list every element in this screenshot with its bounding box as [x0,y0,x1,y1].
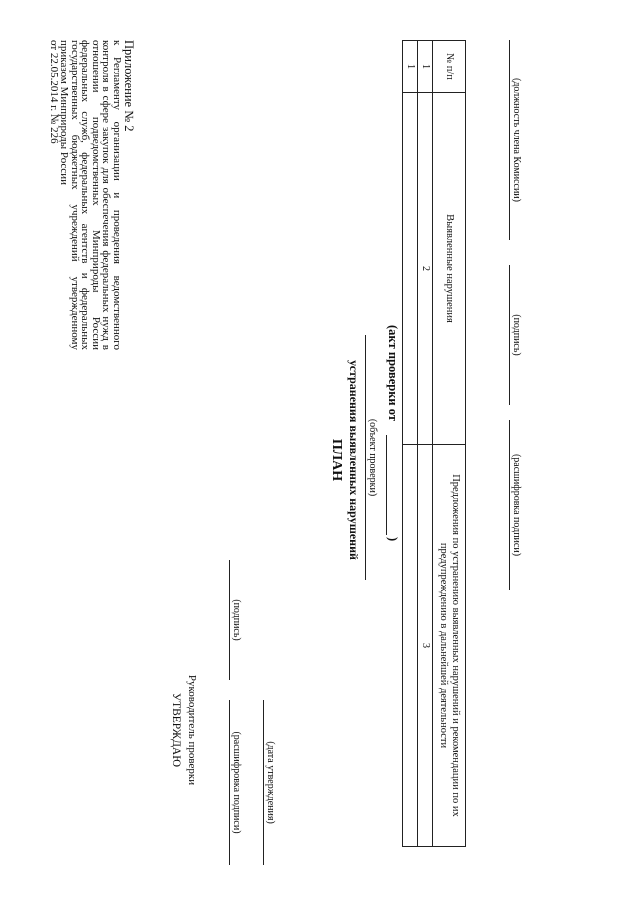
table-cell [403,93,418,445]
approval-signature-caption: (подпись) [231,599,242,641]
footer-name-line [509,420,510,590]
footer-name-caption: (расшифровка подписи) [511,453,522,557]
approval-role: Руководитель проверки [186,674,198,786]
table-header-row [433,41,466,847]
table-row [403,41,418,847]
violations-table [402,40,466,847]
annex-title: Приложение № 2 [122,40,136,132]
act-label: (акт проверки от [386,325,400,421]
table-number-row [418,41,433,847]
approval-date-caption: (дата утверждения) [265,741,276,824]
act-date-line [386,435,387,535]
position-line [509,40,510,240]
approval-date-line [263,700,264,865]
column-number: 3 [418,445,433,847]
header-proposals: Предложения по устранению выявленных нарушений и рекомендации по их предупреждению в дальнейшей деятельности [433,445,466,847]
act-suffix: ) [386,537,400,542]
table-cell: 1 [403,41,418,93]
plan-title: ПЛАН [329,438,344,482]
column-number: 2 [418,93,433,445]
position-caption: (должность члена Комиссии) [511,78,522,202]
approval-name-caption: (расшифровка подписи) [231,731,242,834]
header-number: № п/п [433,41,466,93]
object-line [365,335,366,580]
table-cell [403,445,418,847]
approval-name-line [229,700,230,865]
footer-signature-caption: (подпись) [511,314,522,356]
approval-signature-line [229,560,230,680]
object-caption: (объект проверки) [367,418,378,497]
annex-date-line: от 22.05.2014 г. № 226 [48,40,60,144]
approval-title: УТВЕРЖДАЮ [170,692,182,768]
annex-body: к Регламенту организации и проведения ведомственного контроля в сфере закупок для обеспечения федеральных нужд в отношении подведомственных Минприроды России федеральных служб, федеральных агентств и федеральных государственных бюджетных учреждений утвержденному приказом Минприроды России [58,40,123,350]
header-violations: Выявленные нарушения [433,93,466,445]
annex-header [49,40,136,350]
act-line [385,325,400,565]
plan-subtitle: устранения выявленных нарушений [347,360,361,560]
footer-signature-line [509,265,510,405]
column-number: 1 [418,41,433,93]
